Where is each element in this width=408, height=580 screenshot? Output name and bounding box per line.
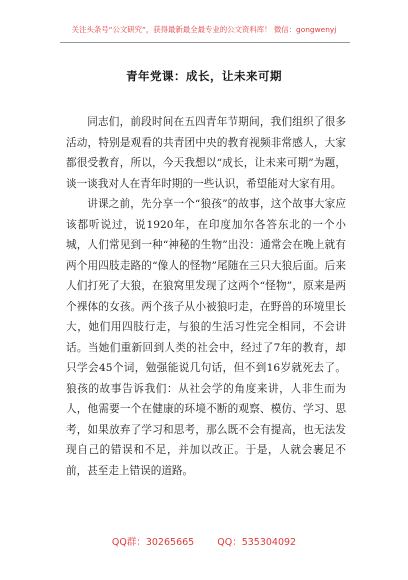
paragraph-1: 同志们，前段时间在五四青年节期间，我们组织了很多活动，特别是观看的共青团中央的教育视频非常感人，大家都很受教育，所以，今天我想以“成长，让未来可期”为题，谈一谈我对人在青年时期的一些认识，希望能对大家有用。 — [66, 116, 346, 190]
document-title: 青年党课：成长，让未来可期 — [126, 69, 282, 83]
footer-qq-group: QQ群：30265665 — [111, 537, 195, 548]
footer — [0, 534, 408, 548]
header-divider — [60, 42, 350, 43]
paragraph-2: 讲课之前，先分享一个“狼孩”的故事，这个故事大家应该都听说过，说1920年，在印度加尔各答东北的一个小城，人们常见到一种“神秘的生物”出没：通常会在晚上就有两个用四肢走路的“像人的怪物”尾随在三只大狼后面。后来人们打死了大狼，在狼窝里发现了这两个“怪物”，原来是两个裸体的女孩。两个孩子从小被狼叼走，在野兽的环境里长大，她们用四肢行走，与狼的生活习性完全相同，不会讲话。当她们重新回到人类的社会中，经过了7年的教育，却只学会45个词，勉强能说几句话，但不到16岁就死去了。狼孩的故事告诉我们：从社会学的角度来讲，人非生而为人，他需要一个在健康的环境不断的观察、模仿、学习、思考，如果放弃了学习和思考，那么既不会有提高，也无法发现自己的错误和不足，并加以改正。于是，人就会裹足不前，甚至走上错误的道路。 — [66, 198, 346, 477]
header-note: 关注头条号“公文研究”，获得最新最全最专业的公文资料库！ 微信：gongwenyj — [71, 25, 337, 34]
document-body — [66, 112, 346, 481]
footer-qq: QQ：535304092 — [217, 537, 297, 548]
